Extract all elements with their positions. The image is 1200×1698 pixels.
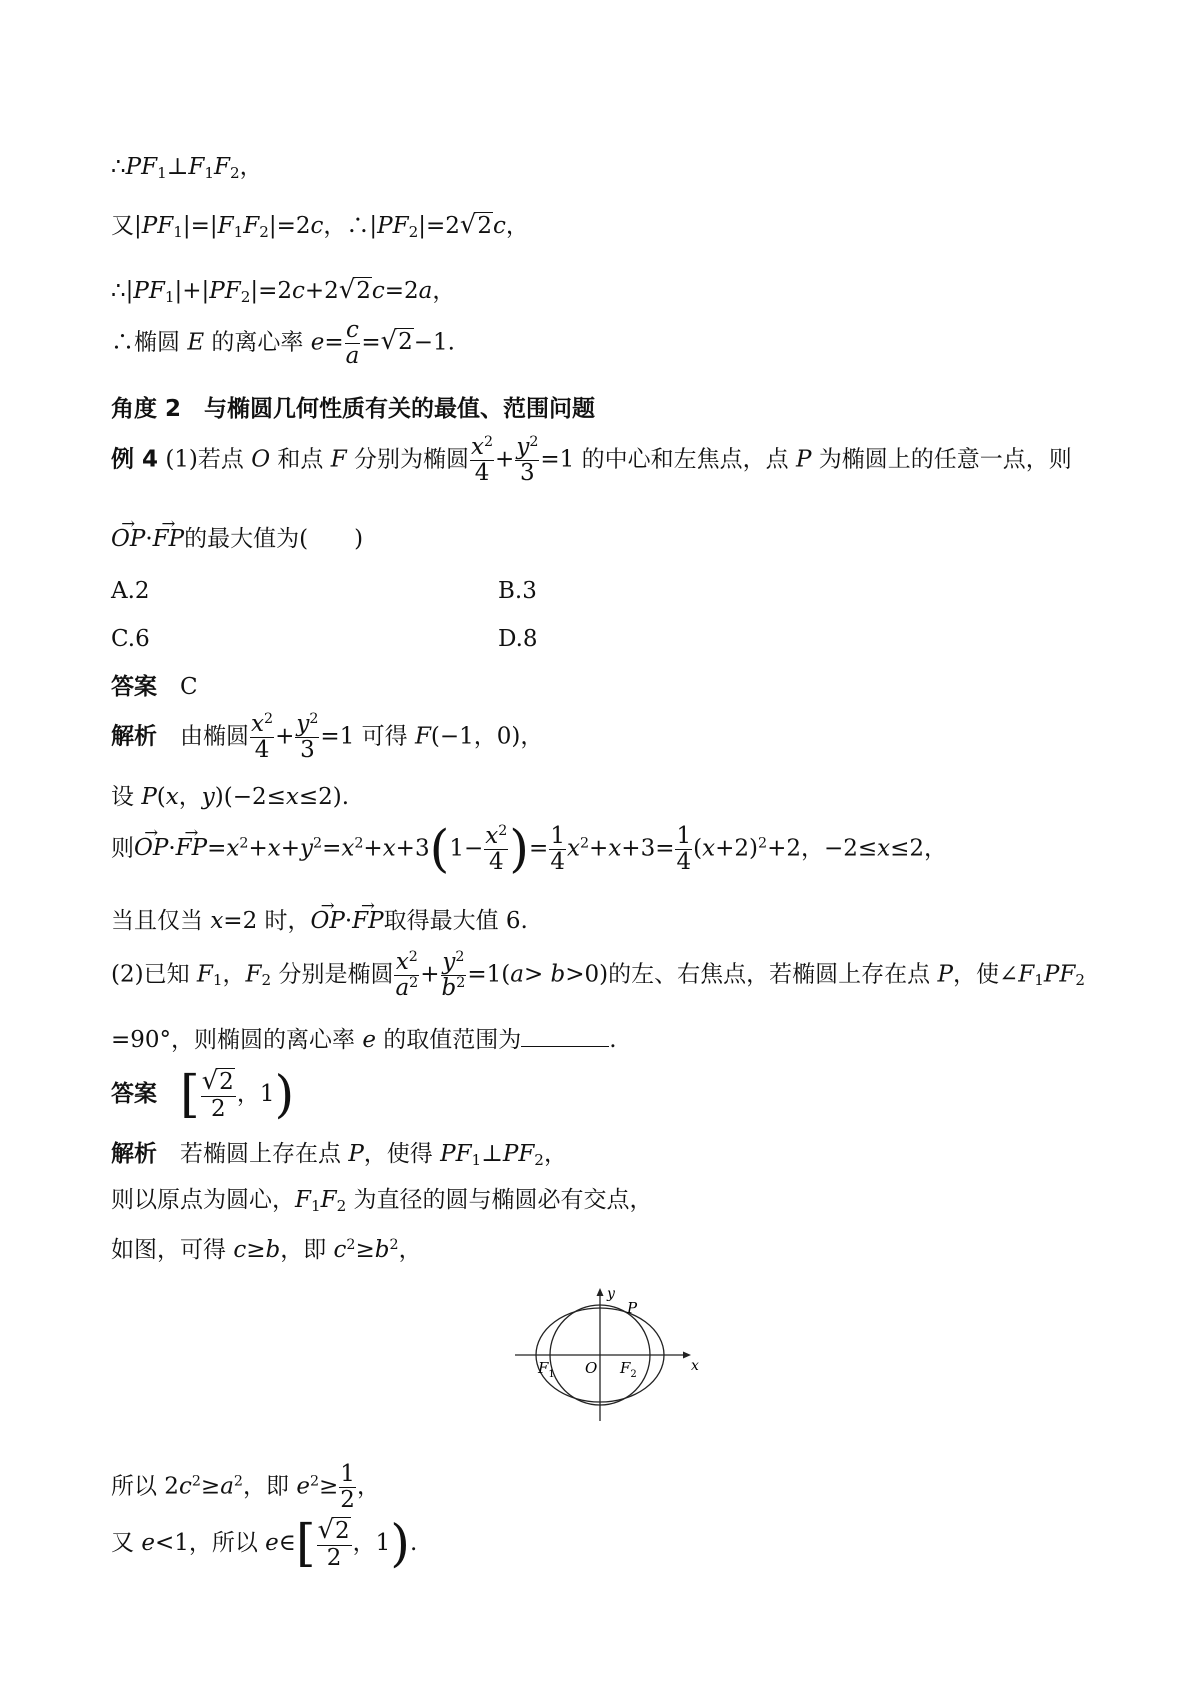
f1-label: $F_1$ <box>538 1359 555 1380</box>
f2-label: $F_2$ <box>620 1359 637 1380</box>
analysis-2-line-1: 解析 若椭圆上存在点 P，使得 $PF_1\perp PF_2$， <box>111 1141 567 1169</box>
x-axis-arrow <box>683 1352 691 1359</box>
answer-label: 答案 <box>111 1080 157 1107</box>
x-label: x <box>691 1358 699 1374</box>
analysis-1-line-4: 当且仅当 x=2 时，→ OP·→ FP取得最大值 6. <box>111 910 528 933</box>
answer-2: 答案 [ $\frac{√2}{2}$ ，1) <box>111 1064 295 1124</box>
p-label: P <box>627 1299 638 1317</box>
analysis-label: 解析 <box>111 723 157 750</box>
option-c: C.6 <box>111 626 150 652</box>
y-label: y <box>607 1286 615 1302</box>
y-axis-arrow <box>597 1288 604 1296</box>
analysis-1-line-1: 解析 由椭圆 $\frac{x^2}{4}$ + $\frac{y^2}{3}$ =1 可得 F(−1，0)， <box>111 711 544 763</box>
analysis-2-line-4: 所以 $2c^2\ge a^2$，即 $e^2\ge$ $\frac{1}{2}$ ， <box>111 1461 380 1513</box>
line-3: $\therefore|PF_1|+|PF_2|=2c+2√2c=2a$， <box>111 275 456 306</box>
answer-value: C <box>180 674 198 700</box>
part-2-stem-line-1: (2)已知 $F_1$，$F_2$ 分别是椭圆 $\frac{x^2}{a^2}$ + $\frac{y^2}{b^2}$ =1(a> b>0)的左、右焦点，若椭圆上存在点 P，使$\angle F_1PF_2$ <box>111 949 1085 1001</box>
origin-label: O <box>585 1359 598 1377</box>
analysis-2-line-2: 则以原点为圆心，$F_1F_2$ 为直径的圆与椭圆必有交点， <box>111 1187 653 1215</box>
example-4-stem-line-1: 例 4 (1)若点 O 和点 F 分别为椭圆 $\frac{x^2}{4}$ + $\frac{y^2}{3}$ =1 的中心和左焦点，点 P 为椭圆上的任意一点，则 <box>111 434 1072 486</box>
example-label: 例 4 <box>111 446 159 473</box>
option-a: A.2 <box>111 578 150 604</box>
analysis-label: 解析 <box>111 1141 157 1167</box>
analysis-1-line-3: 则→ $OP\cdot\to FP=x^2+x+y^2=x^2+x+3(1-$ $\frac{x^2}{4}$ )= $\frac{1}{4}$ $x^2+x+3=$ $\frac{1}{4}$ $(x+2)^2+2$，−2≤x≤2， <box>111 824 947 875</box>
analysis-2-line-5: 又 e<1，所以 e∈[ $\frac{√2}{2}$ ，1). <box>111 1513 418 1573</box>
example-4-stem-line-2: → OP·→ FP的最大值为( ) <box>111 528 363 551</box>
line-1: $\therefore PF_1\perp F_1F_2$， <box>111 154 263 182</box>
section-heading: 角度 2 与椭圆几何性质有关的最值、范围问题 <box>111 396 596 422</box>
analysis-1-line-2: 设 P(x，y)(−2≤x≤2). <box>111 784 350 810</box>
part-2-stem-line-2: =90°，则椭圆的离心率 e 的取值范围为 . <box>111 1027 617 1053</box>
option-d: D.8 <box>498 626 538 652</box>
option-b: B.3 <box>498 578 537 604</box>
answer-label: 答案 <box>111 674 157 700</box>
analysis-2-line-3: 如图，可得 c≥b，即 $c^2\ge b^2$， <box>111 1236 422 1263</box>
answer-blank <box>521 1028 609 1047</box>
line-4: ∴椭圆 E 的离心率 e= $\frac{c}{a}$ =√2−1. <box>111 317 455 369</box>
line-2: 又$|PF_1|=|F_1F_2|=2c$，$\therefore|PF_2|=2√2c$， <box>111 210 529 241</box>
answer-1 <box>111 676 198 699</box>
ellipse-circle-figure <box>515 1283 699 1423</box>
